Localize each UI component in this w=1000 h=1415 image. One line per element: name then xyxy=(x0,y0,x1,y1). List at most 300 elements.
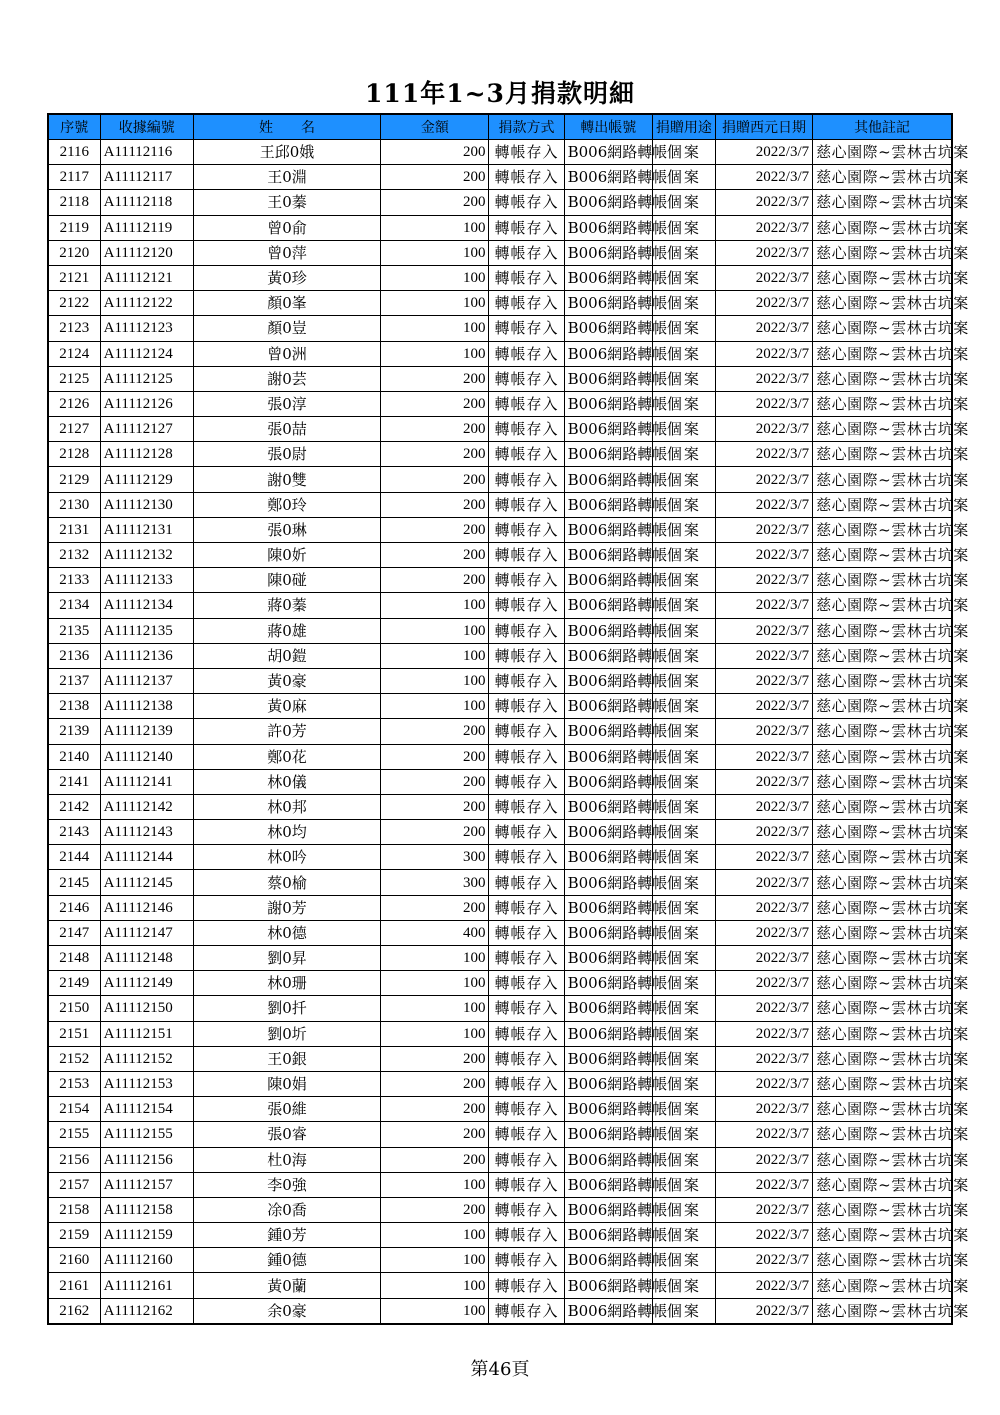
purpose-cell: 個案 xyxy=(652,1248,715,1273)
method-cell: 轉帳存入 xyxy=(489,316,564,341)
table-row xyxy=(48,316,952,341)
seq-cell: 2126 xyxy=(48,391,100,416)
date-cell: 2022/3/7 xyxy=(715,618,812,643)
table-row xyxy=(48,366,952,391)
account-cell: B006網路轉帳 xyxy=(564,668,652,693)
name-cell: 張0維 xyxy=(193,1097,380,1122)
amount-cell: 200 xyxy=(381,442,489,467)
purpose-cell: 個案 xyxy=(652,1021,715,1046)
table-row xyxy=(48,1071,952,1096)
amount-cell: 200 xyxy=(381,492,489,517)
amount-cell: 200 xyxy=(381,769,489,794)
amount-cell: 100 xyxy=(381,593,489,618)
receipt-no-cell: A11112121 xyxy=(100,265,193,290)
date-cell: 2022/3/7 xyxy=(715,895,812,920)
header-amount: 金額 xyxy=(381,114,489,140)
date-cell: 2022/3/7 xyxy=(715,845,812,870)
date-cell: 2022/3/7 xyxy=(715,1147,812,1172)
note-cell: 慈心園際~雲林古坑案 xyxy=(813,417,952,442)
amount-cell: 400 xyxy=(381,920,489,945)
method-cell: 轉帳存入 xyxy=(489,845,564,870)
note-cell: 慈心園際~雲林古坑案 xyxy=(813,593,952,618)
receipt-no-cell: A11112153 xyxy=(100,1071,193,1096)
table-row xyxy=(48,215,952,240)
table-row xyxy=(48,971,952,996)
date-cell: 2022/3/7 xyxy=(715,417,812,442)
receipt-no-cell: A11112136 xyxy=(100,643,193,668)
note-cell: 慈心園際~雲林古坑案 xyxy=(813,946,952,971)
table-row xyxy=(48,1046,952,1071)
note-cell: 慈心園際~雲林古坑案 xyxy=(813,769,952,794)
receipt-no-cell: A11112120 xyxy=(100,240,193,265)
receipt-no-cell: A11112130 xyxy=(100,492,193,517)
note-cell: 慈心園際~雲林古坑案 xyxy=(813,694,952,719)
name-cell: 曾0萍 xyxy=(193,240,380,265)
purpose-cell: 個案 xyxy=(652,442,715,467)
amount-cell: 200 xyxy=(381,744,489,769)
amount-cell: 300 xyxy=(381,870,489,895)
receipt-no-cell: A11112150 xyxy=(100,996,193,1021)
note-cell: 慈心園際~雲林古坑案 xyxy=(813,1273,952,1298)
purpose-cell: 個案 xyxy=(652,341,715,366)
name-cell: 鄭0玲 xyxy=(193,492,380,517)
table-row xyxy=(48,341,952,366)
method-cell: 轉帳存入 xyxy=(489,794,564,819)
purpose-cell: 個案 xyxy=(652,593,715,618)
table-row xyxy=(48,946,952,971)
note-cell: 慈心園際~雲林古坑案 xyxy=(813,291,952,316)
date-cell: 2022/3/7 xyxy=(715,694,812,719)
note-cell: 慈心園際~雲林古坑案 xyxy=(813,820,952,845)
method-cell: 轉帳存入 xyxy=(489,341,564,366)
method-cell: 轉帳存入 xyxy=(489,1021,564,1046)
amount-cell: 100 xyxy=(381,996,489,1021)
table-row xyxy=(48,593,952,618)
date-cell: 2022/3/7 xyxy=(715,971,812,996)
method-cell: 轉帳存入 xyxy=(489,971,564,996)
note-cell: 慈心園際~雲林古坑案 xyxy=(813,643,952,668)
seq-cell: 2133 xyxy=(48,568,100,593)
amount-cell: 200 xyxy=(381,190,489,215)
seq-cell: 2122 xyxy=(48,291,100,316)
date-cell: 2022/3/7 xyxy=(715,1197,812,1222)
seq-cell: 2143 xyxy=(48,820,100,845)
date-cell: 2022/3/7 xyxy=(715,668,812,693)
purpose-cell: 個案 xyxy=(652,1223,715,1248)
table-row xyxy=(48,618,952,643)
note-cell: 慈心園際~雲林古坑案 xyxy=(813,265,952,290)
purpose-cell: 個案 xyxy=(652,845,715,870)
date-cell: 2022/3/7 xyxy=(715,1223,812,1248)
seq-cell: 2138 xyxy=(48,694,100,719)
date-cell: 2022/3/7 xyxy=(715,1273,812,1298)
table-row xyxy=(48,1298,952,1324)
account-cell: B006網路轉帳 xyxy=(564,744,652,769)
table-row xyxy=(48,417,952,442)
name-cell: 林0珊 xyxy=(193,971,380,996)
method-cell: 轉帳存入 xyxy=(489,215,564,240)
method-cell: 轉帳存入 xyxy=(489,467,564,492)
receipt-no-cell: A11112123 xyxy=(100,316,193,341)
purpose-cell: 個案 xyxy=(652,165,715,190)
seq-cell: 2131 xyxy=(48,517,100,542)
name-cell: 王0銀 xyxy=(193,1046,380,1071)
seq-cell: 2156 xyxy=(48,1147,100,1172)
page-title: 111年1~3月捐款明細 xyxy=(365,79,635,108)
method-cell: 轉帳存入 xyxy=(489,668,564,693)
account-cell: B006網路轉帳 xyxy=(564,1147,652,1172)
amount-cell: 200 xyxy=(381,517,489,542)
date-cell: 2022/3/7 xyxy=(715,996,812,1021)
method-cell: 轉帳存入 xyxy=(489,517,564,542)
purpose-cell: 個案 xyxy=(652,920,715,945)
seq-cell: 2159 xyxy=(48,1223,100,1248)
header-purpose: 捐贈用途 xyxy=(652,114,715,140)
amount-cell: 100 xyxy=(381,1248,489,1273)
table-row xyxy=(48,1273,952,1298)
purpose-cell: 個案 xyxy=(652,1273,715,1298)
table-body xyxy=(48,140,969,1324)
name-cell: 余0豪 xyxy=(193,1298,380,1324)
method-cell: 轉帳存入 xyxy=(489,996,564,1021)
table-row xyxy=(48,517,952,542)
purpose-cell: 個案 xyxy=(652,140,715,165)
page-number: 第46頁 xyxy=(470,1359,530,1380)
account-cell: B006網路轉帳 xyxy=(564,517,652,542)
table-row xyxy=(48,391,952,416)
method-cell: 轉帳存入 xyxy=(489,240,564,265)
account-cell: B006網路轉帳 xyxy=(564,265,652,290)
note-cell: 慈心園際~雲林古坑案 xyxy=(813,1147,952,1172)
date-cell: 2022/3/7 xyxy=(715,140,812,165)
name-cell: 顏0峯 xyxy=(193,291,380,316)
method-cell: 轉帳存入 xyxy=(489,366,564,391)
purpose-cell: 個案 xyxy=(652,996,715,1021)
note-cell: 慈心園際~雲林古坑案 xyxy=(813,971,952,996)
note-cell: 慈心園際~雲林古坑案 xyxy=(813,215,952,240)
amount-cell: 200 xyxy=(381,366,489,391)
amount-cell: 100 xyxy=(381,1172,489,1197)
table-row xyxy=(48,291,952,316)
amount-cell: 100 xyxy=(381,643,489,668)
table-row xyxy=(48,895,952,920)
seq-cell: 2125 xyxy=(48,366,100,391)
table-row xyxy=(48,492,952,517)
date-cell: 2022/3/7 xyxy=(715,568,812,593)
receipt-no-cell: A11112122 xyxy=(100,291,193,316)
name-cell: 蔣0雄 xyxy=(193,618,380,643)
name-cell: 王0淵 xyxy=(193,165,380,190)
note-cell: 慈心園際~雲林古坑案 xyxy=(813,1197,952,1222)
receipt-no-cell: A11112119 xyxy=(100,215,193,240)
seq-cell: 2132 xyxy=(48,543,100,568)
receipt-no-cell: A11112125 xyxy=(100,366,193,391)
account-cell: B006網路轉帳 xyxy=(564,618,652,643)
header-date: 捐贈西元日期 xyxy=(715,114,812,140)
amount-cell: 200 xyxy=(381,1147,489,1172)
date-cell: 2022/3/7 xyxy=(715,442,812,467)
table-row xyxy=(48,1223,952,1248)
method-cell: 轉帳存入 xyxy=(489,694,564,719)
purpose-cell: 個案 xyxy=(652,946,715,971)
name-cell: 陳0娟 xyxy=(193,1071,380,1096)
account-cell: B006網路轉帳 xyxy=(564,492,652,517)
purpose-cell: 個案 xyxy=(652,543,715,568)
seq-cell: 2134 xyxy=(48,593,100,618)
receipt-no-cell: A11112140 xyxy=(100,744,193,769)
name-cell: 謝0雙 xyxy=(193,467,380,492)
note-cell: 慈心園際~雲林古坑案 xyxy=(813,1172,952,1197)
date-cell: 2022/3/7 xyxy=(715,1172,812,1197)
account-cell: B006網路轉帳 xyxy=(564,593,652,618)
seq-cell: 2149 xyxy=(48,971,100,996)
amount-cell: 200 xyxy=(381,895,489,920)
table-row xyxy=(48,643,952,668)
account-cell: B006網路轉帳 xyxy=(564,190,652,215)
table-row xyxy=(48,1172,952,1197)
amount-cell: 100 xyxy=(381,1021,489,1046)
receipt-no-cell: A11112135 xyxy=(100,618,193,643)
note-cell: 慈心園際~雲林古坑案 xyxy=(813,744,952,769)
account-cell: B006網路轉帳 xyxy=(564,1172,652,1197)
seq-cell: 2120 xyxy=(48,240,100,265)
account-cell: B006網路轉帳 xyxy=(564,1021,652,1046)
date-cell: 2022/3/7 xyxy=(715,341,812,366)
note-cell: 慈心園際~雲林古坑案 xyxy=(813,190,952,215)
receipt-no-cell: A11112152 xyxy=(100,1046,193,1071)
purpose-cell: 個案 xyxy=(652,316,715,341)
account-cell: B006網路轉帳 xyxy=(564,1298,652,1324)
amount-cell: 100 xyxy=(381,618,489,643)
method-cell: 轉帳存入 xyxy=(489,1122,564,1147)
method-cell: 轉帳存入 xyxy=(489,1147,564,1172)
purpose-cell: 個案 xyxy=(652,568,715,593)
date-cell: 2022/3/7 xyxy=(715,391,812,416)
account-cell: B006網路轉帳 xyxy=(564,1197,652,1222)
account-cell: B006網路轉帳 xyxy=(564,895,652,920)
purpose-cell: 個案 xyxy=(652,1172,715,1197)
header-seq: 序號 xyxy=(48,114,100,140)
purpose-cell: 個案 xyxy=(652,291,715,316)
name-cell: 林0儀 xyxy=(193,769,380,794)
header-note: 其他註記 xyxy=(813,114,952,140)
date-cell: 2022/3/7 xyxy=(715,1097,812,1122)
seq-cell: 2117 xyxy=(48,165,100,190)
note-cell: 慈心園際~雲林古坑案 xyxy=(813,845,952,870)
purpose-cell: 個案 xyxy=(652,240,715,265)
method-cell: 轉帳存入 xyxy=(489,895,564,920)
name-cell: 劉0圻 xyxy=(193,1021,380,1046)
method-cell: 轉帳存入 xyxy=(489,1248,564,1273)
table-row xyxy=(48,668,952,693)
header-account: 轉出帳號 xyxy=(564,114,652,140)
amount-cell: 100 xyxy=(381,1298,489,1324)
receipt-no-cell: A11112144 xyxy=(100,845,193,870)
note-cell: 慈心園際~雲林古坑案 xyxy=(813,1223,952,1248)
table-row xyxy=(48,870,952,895)
note-cell: 慈心園際~雲林古坑案 xyxy=(813,920,952,945)
name-cell: 蔣0蓁 xyxy=(193,593,380,618)
account-cell: B006網路轉帳 xyxy=(564,543,652,568)
name-cell: 鍾0德 xyxy=(193,1248,380,1273)
method-cell: 轉帳存入 xyxy=(489,1071,564,1096)
date-cell: 2022/3/7 xyxy=(715,643,812,668)
account-cell: B006網路轉帳 xyxy=(564,643,652,668)
name-cell: 蔡0榆 xyxy=(193,870,380,895)
header-name: 姓 名 xyxy=(193,114,380,140)
purpose-cell: 個案 xyxy=(652,668,715,693)
method-cell: 轉帳存入 xyxy=(489,618,564,643)
amount-cell: 300 xyxy=(381,845,489,870)
purpose-cell: 個案 xyxy=(652,1122,715,1147)
receipt-no-cell: A11112148 xyxy=(100,946,193,971)
account-cell: B006網路轉帳 xyxy=(564,316,652,341)
purpose-cell: 個案 xyxy=(652,265,715,290)
receipt-no-cell: A11112147 xyxy=(100,920,193,945)
date-cell: 2022/3/7 xyxy=(715,1298,812,1324)
date-cell: 2022/3/7 xyxy=(715,1071,812,1096)
note-cell: 慈心園際~雲林古坑案 xyxy=(813,1071,952,1096)
receipt-no-cell: A11112149 xyxy=(100,971,193,996)
header-receipt-no: 收據編號 xyxy=(100,114,193,140)
receipt-no-cell: A11112128 xyxy=(100,442,193,467)
note-cell: 慈心園際~雲林古坑案 xyxy=(813,794,952,819)
note-cell: 慈心園際~雲林古坑案 xyxy=(813,719,952,744)
date-cell: 2022/3/7 xyxy=(715,719,812,744)
purpose-cell: 個案 xyxy=(652,492,715,517)
account-cell: B006網路轉帳 xyxy=(564,165,652,190)
method-cell: 轉帳存入 xyxy=(489,1097,564,1122)
note-cell: 慈心園際~雲林古坑案 xyxy=(813,517,952,542)
seq-cell: 2136 xyxy=(48,643,100,668)
note-cell: 慈心園際~雲林古坑案 xyxy=(813,492,952,517)
account-cell: B006網路轉帳 xyxy=(564,442,652,467)
amount-cell: 100 xyxy=(381,341,489,366)
method-cell: 轉帳存入 xyxy=(489,265,564,290)
name-cell: 李0強 xyxy=(193,1172,380,1197)
seq-cell: 2123 xyxy=(48,316,100,341)
receipt-no-cell: A11112141 xyxy=(100,769,193,794)
amount-cell: 200 xyxy=(381,391,489,416)
method-cell: 轉帳存入 xyxy=(489,1197,564,1222)
purpose-cell: 個案 xyxy=(652,794,715,819)
name-cell: 林0吟 xyxy=(193,845,380,870)
table-header-row xyxy=(48,114,952,140)
account-cell: B006網路轉帳 xyxy=(564,920,652,945)
receipt-no-cell: A11112138 xyxy=(100,694,193,719)
name-cell: 陳0碰 xyxy=(193,568,380,593)
name-cell: 張0睿 xyxy=(193,1122,380,1147)
amount-cell: 200 xyxy=(381,140,489,165)
purpose-cell: 個案 xyxy=(652,366,715,391)
receipt-no-cell: A11112160 xyxy=(100,1248,193,1273)
note-cell: 慈心園際~雲林古坑案 xyxy=(813,341,952,366)
method-cell: 轉帳存入 xyxy=(489,190,564,215)
account-cell: B006網路轉帳 xyxy=(564,140,652,165)
seq-cell: 2129 xyxy=(48,467,100,492)
table-row xyxy=(48,265,952,290)
amount-cell: 200 xyxy=(381,467,489,492)
date-cell: 2022/3/7 xyxy=(715,265,812,290)
amount-cell: 200 xyxy=(381,1046,489,1071)
name-cell: 林0德 xyxy=(193,920,380,945)
table-row xyxy=(48,845,952,870)
receipt-no-cell: A11112146 xyxy=(100,895,193,920)
method-cell: 轉帳存入 xyxy=(489,820,564,845)
receipt-no-cell: A11112139 xyxy=(100,719,193,744)
seq-cell: 2150 xyxy=(48,996,100,1021)
account-cell: B006網路轉帳 xyxy=(564,1223,652,1248)
receipt-no-cell: A11112158 xyxy=(100,1197,193,1222)
method-cell: 轉帳存入 xyxy=(489,946,564,971)
date-cell: 2022/3/7 xyxy=(715,517,812,542)
name-cell: 謝0芳 xyxy=(193,895,380,920)
amount-cell: 100 xyxy=(381,316,489,341)
purpose-cell: 個案 xyxy=(652,1197,715,1222)
account-cell: B006網路轉帳 xyxy=(564,794,652,819)
account-cell: B006網路轉帳 xyxy=(564,845,652,870)
name-cell: 顏0豈 xyxy=(193,316,380,341)
method-cell: 轉帳存入 xyxy=(489,870,564,895)
purpose-cell: 個案 xyxy=(652,769,715,794)
table-row xyxy=(48,543,952,568)
method-cell: 轉帳存入 xyxy=(489,1172,564,1197)
receipt-no-cell: A11112116 xyxy=(100,140,193,165)
purpose-cell: 個案 xyxy=(652,895,715,920)
table-row xyxy=(48,442,952,467)
date-cell: 2022/3/7 xyxy=(715,1122,812,1147)
receipt-no-cell: A11112159 xyxy=(100,1223,193,1248)
account-cell: B006網路轉帳 xyxy=(564,769,652,794)
table-row xyxy=(48,694,952,719)
purpose-cell: 個案 xyxy=(652,391,715,416)
purpose-cell: 個案 xyxy=(652,870,715,895)
name-cell: 劉0昇 xyxy=(193,946,380,971)
table-row xyxy=(48,1021,952,1046)
name-cell: 張0尉 xyxy=(193,442,380,467)
date-cell: 2022/3/7 xyxy=(715,769,812,794)
seq-cell: 2124 xyxy=(48,341,100,366)
amount-cell: 100 xyxy=(381,668,489,693)
seq-cell: 2153 xyxy=(48,1071,100,1096)
method-cell: 轉帳存入 xyxy=(489,1273,564,1298)
name-cell: 林0均 xyxy=(193,820,380,845)
amount-cell: 100 xyxy=(381,1223,489,1248)
receipt-no-cell: A11112162 xyxy=(100,1298,193,1324)
amount-cell: 100 xyxy=(381,971,489,996)
receipt-no-cell: A11112133 xyxy=(100,568,193,593)
name-cell: 黃0珍 xyxy=(193,265,380,290)
date-cell: 2022/3/7 xyxy=(715,492,812,517)
method-cell: 轉帳存入 xyxy=(489,1298,564,1324)
date-cell: 2022/3/7 xyxy=(715,1046,812,1071)
receipt-no-cell: A11112157 xyxy=(100,1172,193,1197)
amount-cell: 100 xyxy=(381,215,489,240)
account-cell: B006網路轉帳 xyxy=(564,1273,652,1298)
date-cell: 2022/3/7 xyxy=(715,291,812,316)
method-cell: 轉帳存入 xyxy=(489,140,564,165)
amount-cell: 200 xyxy=(381,543,489,568)
name-cell: 王0蓁 xyxy=(193,190,380,215)
purpose-cell: 個案 xyxy=(652,1097,715,1122)
amount-cell: 200 xyxy=(381,794,489,819)
date-cell: 2022/3/7 xyxy=(715,543,812,568)
method-cell: 轉帳存入 xyxy=(489,593,564,618)
amount-cell: 200 xyxy=(381,719,489,744)
purpose-cell: 個案 xyxy=(652,215,715,240)
date-cell: 2022/3/7 xyxy=(715,467,812,492)
table-row xyxy=(48,744,952,769)
